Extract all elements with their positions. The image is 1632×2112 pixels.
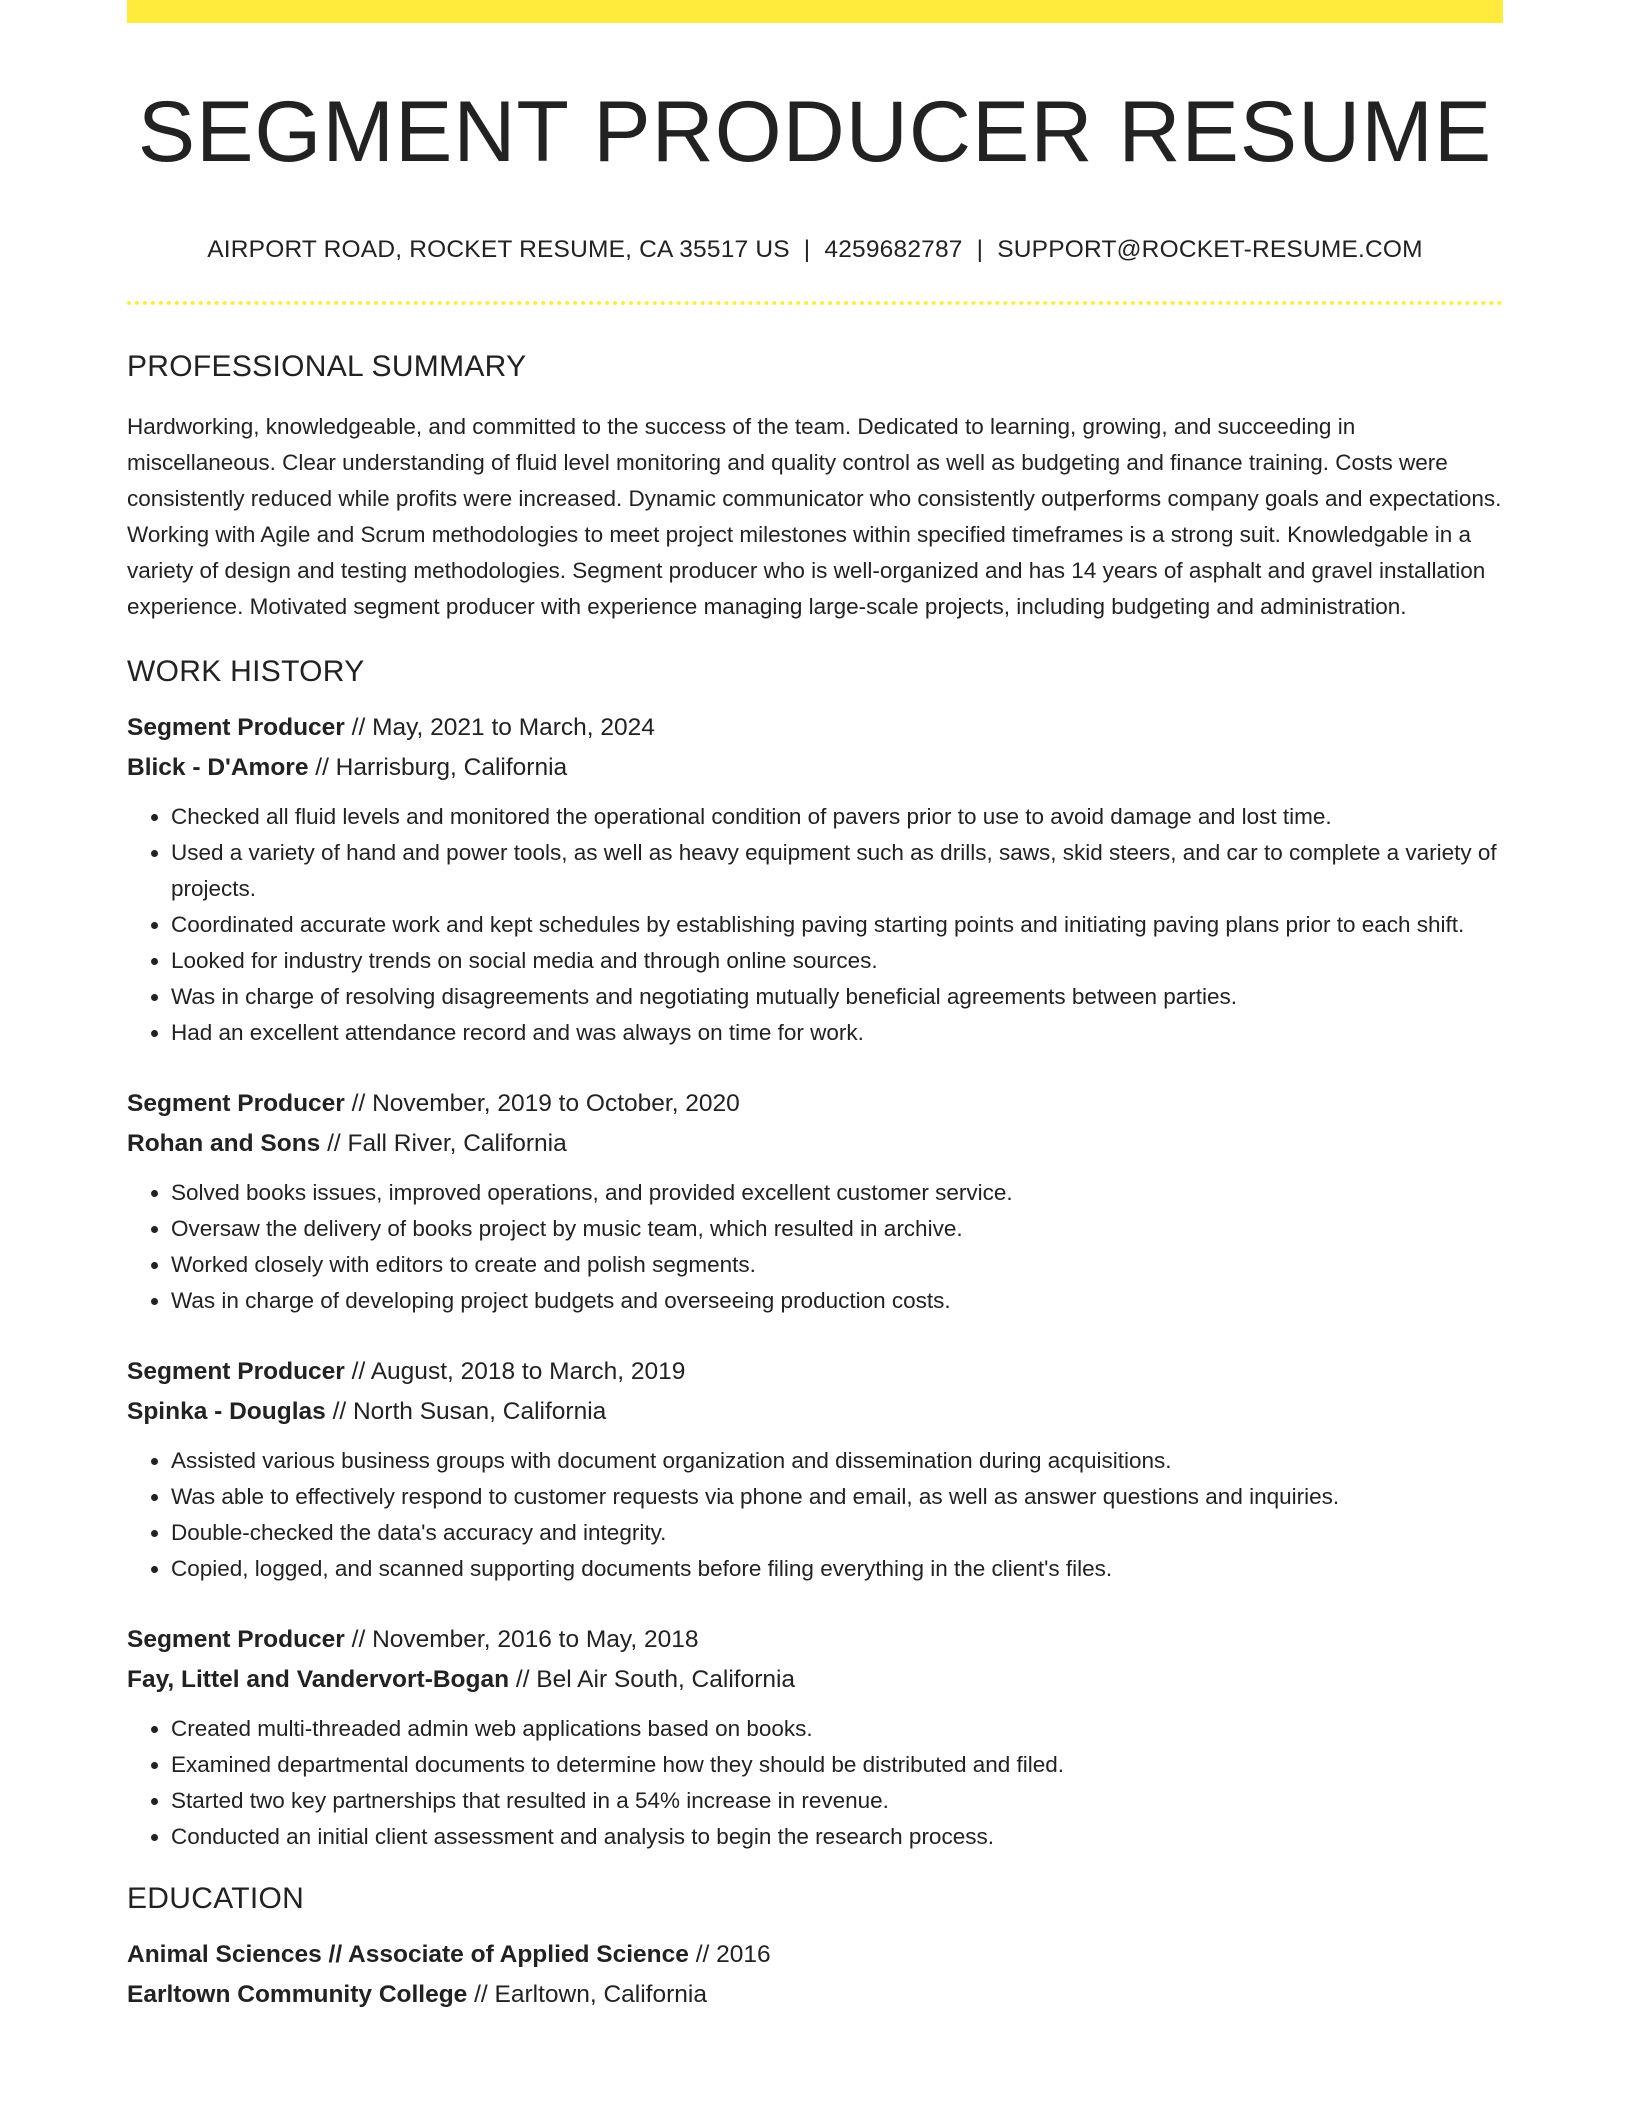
list-item: • Created multi-threaded admin web applications based on books. (171, 1711, 1503, 1747)
list-item: • Was in charge of resolving disagreements and negotiating mutually beneficial agreements between parties. (171, 979, 1503, 1015)
job-dates: // August, 2018 to March, 2019 (344, 1357, 686, 1385)
summary-text: Hardworking, knowledgeable, and committed to the success of the team. Dedicated to learning, growing, and succeeding in miscellaneous. Clear understanding of fluid level monitoring and quality control as well as budgeting and finance training. Costs were consistently reduced while profits were increased. Dynamic communicator who consistently outperforms company goals and expectations. Working with Agile and Scrum methodologies to meet project milestones within specified timeframes is a strong suit. Knowledgable in a variety of design and testing methodologies. Segment producer who is well-organized and has 14 years of asphalt and gravel installation experience. Motivated segment producer with experience managing large-scale projects, including budgeting and administration. (127, 413, 1502, 619)
resume-title: SEGMENT PRODUCER RESUME (137, 84, 1493, 180)
job-location: // North Susan, California (325, 1397, 607, 1425)
top-accent-bar (127, 0, 1503, 23)
job-title-line (127, 1620, 1503, 1660)
job-company-line (127, 1392, 1503, 1432)
job-title-line (127, 708, 1503, 748)
job-company: Rohan and Sons (127, 1129, 321, 1157)
education-year: // 2016 (688, 1940, 771, 1968)
education-degree-line (127, 1935, 1503, 1975)
list-item: • Was able to effectively respond to customer requests via phone and email, as well as answer questions and inquiries. (171, 1479, 1503, 1515)
job-entry (127, 708, 1503, 1051)
education-heading: EDUCATION (127, 1881, 305, 1915)
job-bullet-list (127, 1175, 1503, 1319)
contact-line (127, 236, 1503, 264)
list-item: • Was in charge of developing project budgets and overseeing production costs. (171, 1283, 1503, 1319)
job-title-line (127, 1084, 1503, 1124)
job-dates: // November, 2016 to May, 2018 (344, 1625, 699, 1653)
job-title-line (127, 1352, 1503, 1392)
education-school: Earltown Community College (127, 1980, 468, 2008)
list-item: • Had an excellent attendance record and was always on time for work. (171, 1015, 1503, 1051)
job-dates: // May, 2021 to March, 2024 (344, 713, 655, 741)
job-title: Segment Producer (127, 1625, 345, 1653)
job-location: // Bel Air South, California (509, 1665, 796, 1693)
education-school-line (127, 1975, 1503, 2015)
job-title: Segment Producer (127, 713, 345, 741)
education-degree: Animal Sciences // Associate of Applied Science (127, 1940, 689, 1968)
list-item: • Worked closely with editors to create and polish segments. (171, 1247, 1503, 1283)
job-bullet-list (127, 1443, 1503, 1587)
job-company: Fay, Littel and Vandervort-Bogan (127, 1665, 510, 1693)
list-item: • Solved books issues, improved operations, and provided excellent customer service. (171, 1175, 1503, 1211)
list-item: • Assisted various business groups with document organization and dissemination during acquisitions. (171, 1443, 1503, 1479)
job-title: Segment Producer (127, 1357, 345, 1385)
dotted-divider (127, 301, 1503, 305)
job-company-line (127, 1660, 1503, 1700)
education-location: // Earltown, California (467, 1980, 707, 2008)
list-item: • Coordinated accurate work and kept schedules by establishing paving starting points and initiating paving plans prior to each shift. (171, 907, 1503, 943)
job-company: Spinka - Douglas (127, 1397, 326, 1425)
list-item: • Conducted an initial client assessment and analysis to begin the research process. (171, 1819, 1503, 1855)
list-item: • Oversaw the delivery of books project by music team, which resulted in archive. (171, 1211, 1503, 1247)
list-item: • Looked for industry trends on social media and through online sources. (171, 943, 1503, 979)
list-item: • Checked all fluid levels and monitored the operational condition of pavers prior to use to avoid damage and lost time. (171, 799, 1503, 835)
job-company-line (127, 748, 1503, 788)
job-location: // Fall River, California (320, 1129, 567, 1157)
list-item: • Started two key partnerships that resulted in a 54% increase in revenue. (171, 1783, 1503, 1819)
job-title: Segment Producer (127, 1089, 345, 1117)
job-bullet-list (127, 1711, 1503, 1855)
list-item: • Copied, logged, and scanned supporting documents before filing everything in the client's files. (171, 1551, 1503, 1587)
contact-phone[interactable]: 4259682787 (824, 235, 963, 263)
contact-separator: | (976, 235, 984, 263)
summary-heading: PROFESSIONAL SUMMARY (127, 349, 527, 383)
job-entry (127, 1084, 1503, 1319)
contact-email[interactable]: SUPPORT@ROCKET-RESUME.COM (997, 235, 1423, 263)
job-entry (127, 1352, 1503, 1587)
resume-page (127, 0, 1503, 2015)
job-dates: // November, 2019 to October, 2020 (344, 1089, 740, 1117)
list-item: • Examined departmental documents to determine how they should be distributed and filed. (171, 1747, 1503, 1783)
job-entry (127, 1620, 1503, 1855)
job-company-line (127, 1124, 1503, 1164)
job-location: // Harrisburg, California (308, 753, 568, 781)
job-company: Blick - D'Amore (127, 753, 309, 781)
list-item: • Used a variety of hand and power tools, as well as heavy equipment such as drills, saws, skid steers, and car to complete a variety of projects. (171, 835, 1503, 907)
job-bullet-list (127, 799, 1503, 1051)
contact-address: AIRPORT ROAD, ROCKET RESUME, CA 35517 US (207, 235, 790, 263)
contact-separator: | (803, 235, 811, 263)
education-entry (127, 1935, 1503, 2015)
list-item: • Double-checked the data's accuracy and integrity. (171, 1515, 1503, 1551)
work-history-heading: WORK HISTORY (127, 654, 365, 688)
